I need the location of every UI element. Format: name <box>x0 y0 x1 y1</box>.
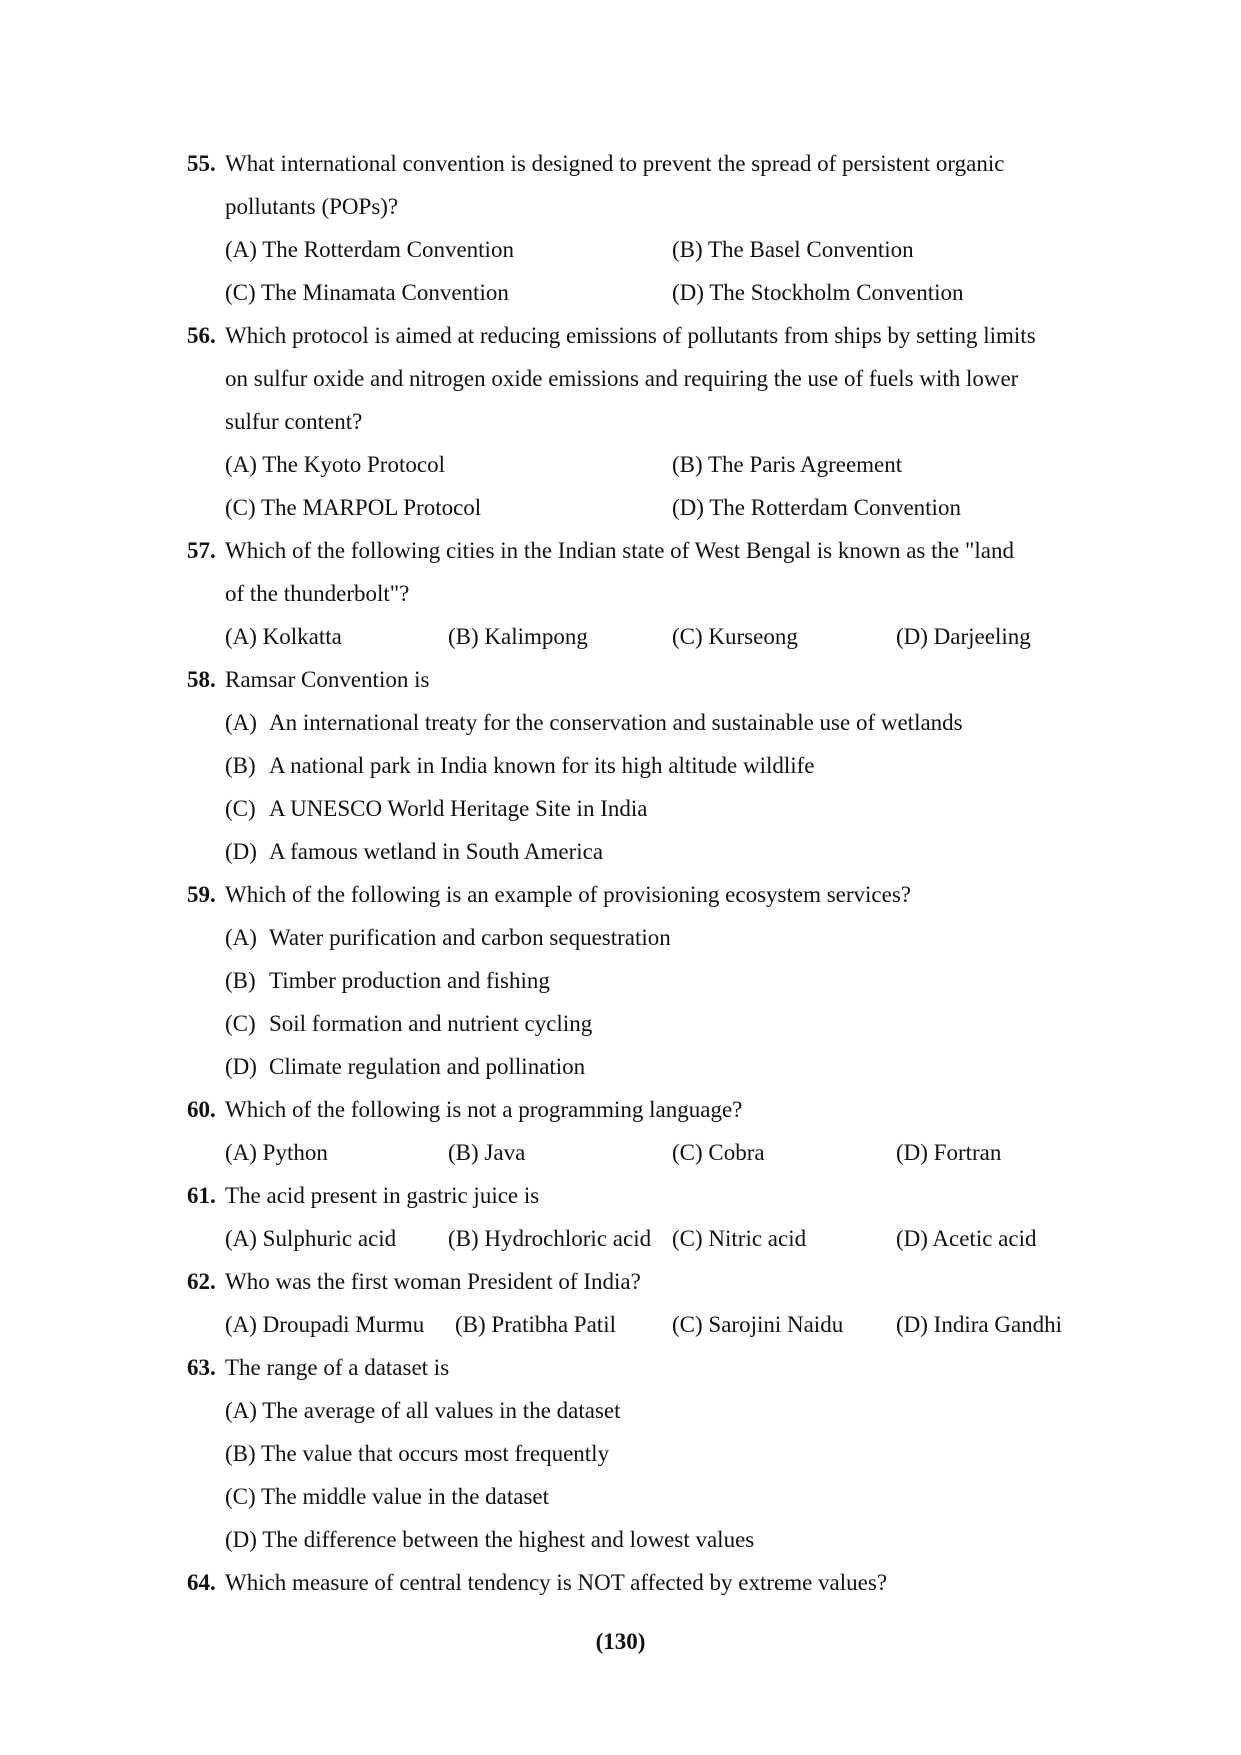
option-text: A UNESCO World Heritage Site in India <box>269 796 648 821</box>
option-c: (C) The MARPOL Protocol <box>225 495 482 520</box>
option-d: (D) The difference between the highest and lowest values <box>225 1527 755 1552</box>
option-d <box>225 830 603 873</box>
option-text: A national park in India known for its high altitude wildlife <box>269 753 815 778</box>
option-text: Water purification and carbon sequestration <box>269 925 671 950</box>
option-a: (A) Droupadi Murmu <box>225 1312 425 1337</box>
option-c <box>225 1002 592 1045</box>
option-c: (C) Kurseong <box>672 624 798 649</box>
option-label: (B) <box>225 968 256 993</box>
option-label: (D) <box>225 1054 257 1079</box>
question-58 <box>187 658 1087 701</box>
option-d: (D) The Stockholm Convention <box>672 280 964 305</box>
question-number: 60. <box>187 1097 216 1122</box>
question-text: Ramsar Convention is <box>225 667 430 692</box>
option-b: (B) Java <box>448 1140 526 1165</box>
page-number: (130) <box>595 1629 646 1654</box>
question-text: Which protocol is aimed at reducing emissions of pollutants from ships by setting limits <box>225 323 1036 348</box>
option-c: (C) The middle value in the dataset <box>225 1484 550 1509</box>
question-text: Which measure of central tendency is NOT affected by extreme values? <box>225 1570 888 1595</box>
question-text: The acid present in gastric juice is <box>225 1183 540 1208</box>
option-d: (D) Acetic acid <box>896 1226 1037 1251</box>
question-62 <box>187 1260 1087 1303</box>
question-64 <box>187 1561 1087 1604</box>
question-number: 58. <box>187 667 216 692</box>
question-text-continued: pollutants (POPs)? <box>225 194 399 219</box>
option-d: (D) The Rotterdam Convention <box>672 495 961 520</box>
option-b: (B) The Paris Agreement <box>672 452 903 477</box>
option-text: An international treaty for the conservation and sustainable use of wetlands <box>269 710 963 735</box>
option-label: (C) <box>225 1011 256 1036</box>
option-a <box>225 701 963 744</box>
option-c: (C) Sarojini Naidu <box>672 1312 844 1337</box>
question-text: Which of the following cities in the Indian state of West Bengal is known as the "land <box>225 538 1014 563</box>
question-number: 55. <box>187 151 216 176</box>
question-text: The range of a dataset is <box>225 1355 450 1380</box>
option-b: (B) Hydrochloric acid <box>448 1226 652 1251</box>
option-c: (C) Cobra <box>672 1140 765 1165</box>
question-text-continued: sulfur content? <box>225 409 363 434</box>
option-label: (A) <box>225 925 257 950</box>
question-text: What international convention is designed to prevent the spread of persistent organic <box>225 151 1005 176</box>
question-text: Which of the following is an example of provisioning ecosystem services? <box>225 882 911 907</box>
option-b <box>225 744 815 787</box>
option-c: (C) Nitric acid <box>672 1226 807 1251</box>
question-number: 56. <box>187 323 216 348</box>
question-number: 63. <box>187 1355 216 1380</box>
question-number: 59. <box>187 882 216 907</box>
option-label: (B) <box>225 753 256 778</box>
option-a <box>225 916 671 959</box>
option-label: (A) <box>225 710 257 735</box>
option-b <box>225 959 550 1002</box>
option-c: (C) The Minamata Convention <box>225 280 509 305</box>
option-text: A famous wetland in South America <box>269 839 604 864</box>
question-63 <box>187 1346 1087 1389</box>
question-56 <box>187 314 1087 357</box>
question-59 <box>187 873 1087 916</box>
question-55 <box>187 142 1087 185</box>
question-61 <box>187 1174 1087 1217</box>
option-a: (A) The Rotterdam Convention <box>225 237 514 262</box>
question-number: 57. <box>187 538 216 563</box>
option-d: (D) Indira Gandhi <box>896 1312 1063 1337</box>
option-a: (A) The average of all values in the dataset <box>225 1398 621 1423</box>
option-b: (B) Pratibha Patil <box>455 1312 616 1337</box>
option-c <box>225 787 647 830</box>
option-a: (A) Python <box>225 1140 328 1165</box>
option-text: Climate regulation and pollination <box>269 1054 586 1079</box>
question-number: 61. <box>187 1183 216 1208</box>
question-text: Who was the first woman President of India? <box>225 1269 641 1294</box>
option-label: (C) <box>225 796 256 821</box>
question-text-continued: on sulfur oxide and nitrogen oxide emissions and requiring the use of fuels with lower <box>225 366 1019 391</box>
question-57 <box>187 529 1087 572</box>
option-d: (D) Darjeeling <box>896 624 1031 649</box>
question-text: Which of the following is not a programming language? <box>225 1097 743 1122</box>
option-a: (A) The Kyoto Protocol <box>225 452 445 477</box>
option-a: (A) Sulphuric acid <box>225 1226 397 1251</box>
option-b: (B) Kalimpong <box>448 624 588 649</box>
question-number: 64. <box>187 1570 216 1595</box>
option-text: Soil formation and nutrient cycling <box>269 1011 593 1036</box>
option-d <box>225 1045 585 1088</box>
question-text-continued: of the thunderbolt"? <box>225 581 410 606</box>
option-text: Timber production and fishing <box>269 968 550 993</box>
option-label: (D) <box>225 839 257 864</box>
option-b: (B) The value that occurs most frequently <box>225 1441 610 1466</box>
option-a: (A) Kolkatta <box>225 624 342 649</box>
question-number: 62. <box>187 1269 216 1294</box>
option-b: (B) The Basel Convention <box>672 237 914 262</box>
option-d: (D) Fortran <box>896 1140 1002 1165</box>
question-60 <box>187 1088 1087 1131</box>
